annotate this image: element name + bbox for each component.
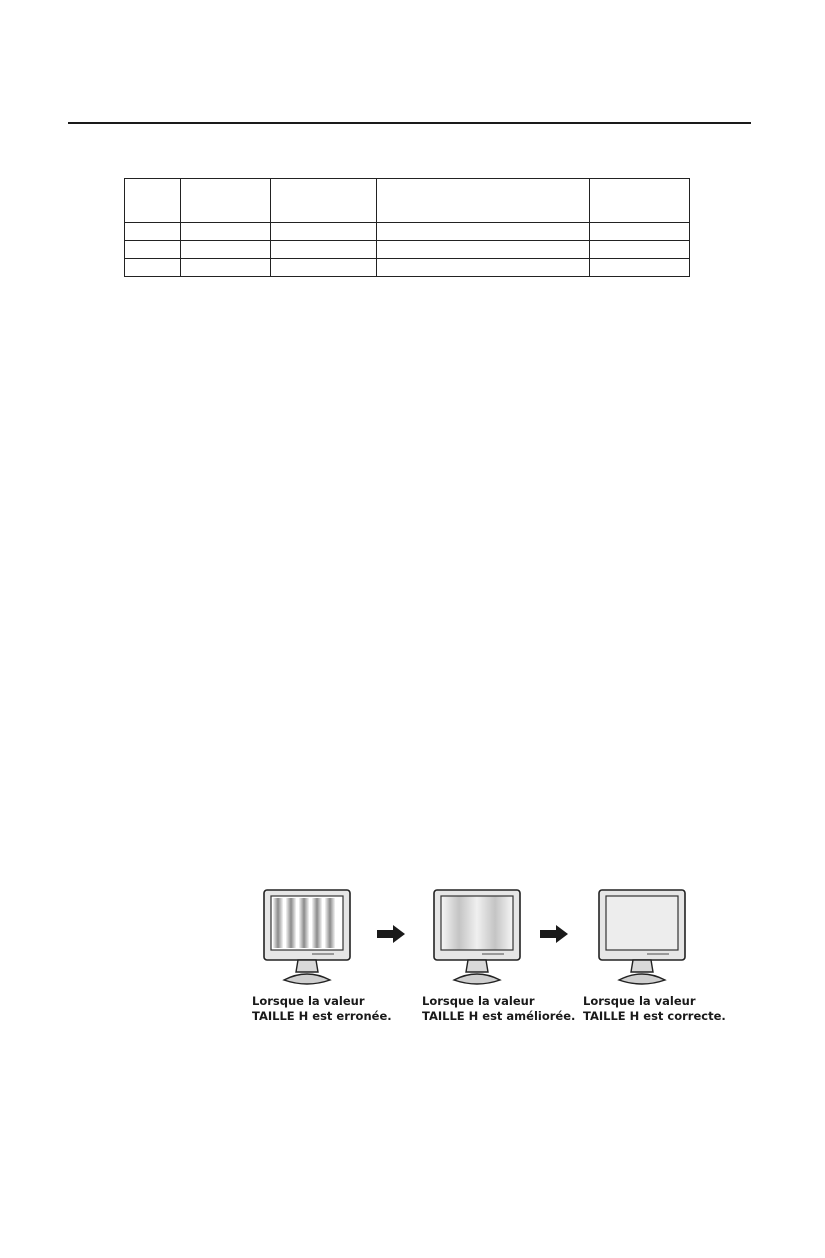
caption-line: Lorsque la valeur bbox=[252, 994, 365, 1008]
table-cell bbox=[590, 241, 690, 259]
table-cell bbox=[377, 241, 590, 259]
top-rule bbox=[68, 122, 751, 124]
table-cell bbox=[181, 223, 271, 241]
caption-correcte bbox=[583, 994, 753, 1024]
h-size-figure bbox=[240, 888, 740, 1048]
table-cell bbox=[377, 259, 590, 277]
table-row bbox=[125, 223, 690, 241]
monitor-clear-icon bbox=[597, 888, 687, 988]
table-cell bbox=[377, 223, 590, 241]
table-cell bbox=[125, 223, 181, 241]
table-cell bbox=[125, 241, 181, 259]
caption-line: Lorsque la valeur bbox=[422, 994, 535, 1008]
caption-line: TAILLE H est erronée. bbox=[252, 1009, 392, 1023]
spec-table bbox=[124, 178, 690, 277]
caption-line: TAILLE H est correcte. bbox=[583, 1009, 726, 1023]
arrow-right-icon bbox=[375, 924, 407, 944]
table-cell bbox=[181, 179, 271, 223]
monitor-striped-icon bbox=[262, 888, 352, 988]
table-cell bbox=[181, 241, 271, 259]
table-cell bbox=[181, 259, 271, 277]
table-header-row bbox=[125, 179, 690, 223]
table-cell bbox=[271, 259, 377, 277]
table-cell bbox=[590, 259, 690, 277]
table-cell bbox=[271, 179, 377, 223]
table-row bbox=[125, 259, 690, 277]
caption-erronee bbox=[252, 994, 422, 1024]
table-row bbox=[125, 241, 690, 259]
table-cell bbox=[377, 179, 590, 223]
table-cell bbox=[125, 179, 181, 223]
table-cell bbox=[271, 241, 377, 259]
table-cell bbox=[590, 179, 690, 223]
table-cell bbox=[125, 259, 181, 277]
caption-line: Lorsque la valeur bbox=[583, 994, 696, 1008]
table-cell bbox=[271, 223, 377, 241]
table-cell bbox=[590, 223, 690, 241]
arrow-right-icon bbox=[538, 924, 570, 944]
caption-line: TAILLE H est améliorée. bbox=[422, 1009, 576, 1023]
caption-amelioree bbox=[422, 994, 592, 1024]
monitor-faint-icon bbox=[432, 888, 522, 988]
